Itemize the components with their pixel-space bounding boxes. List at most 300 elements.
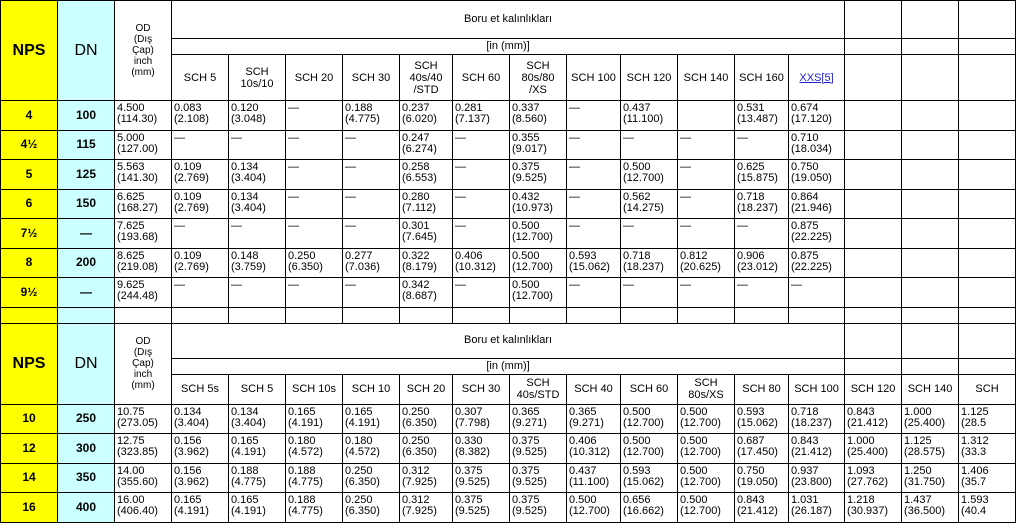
empty-cell [959, 130, 1016, 160]
thickness-value-line: — [231, 131, 242, 144]
thickness-value-line: (8.687) [402, 290, 437, 302]
thickness-cell [621, 189, 678, 219]
schedule-header [343, 55, 400, 101]
thickness-value-line: 0.500 [680, 405, 708, 418]
thickness-value-line: 0.355 [512, 131, 540, 144]
thickness-cell [735, 101, 789, 131]
thickness-value-line: (17.120) [791, 113, 832, 125]
nps-cell: 6 [1, 189, 58, 219]
thickness-value-line: 0.864 [791, 190, 819, 203]
od-value-line: (273.05) [117, 416, 158, 429]
od-header-line: Çap) [132, 45, 154, 56]
thickness-value-line: — [455, 161, 466, 173]
thickness-cell [959, 404, 1016, 434]
schedule-header [453, 55, 510, 101]
od-value-line: 5.000 [117, 131, 145, 144]
thickness-cell [789, 160, 845, 190]
thickness-value-line: 0.247 [402, 131, 430, 144]
thickness-cell [172, 219, 229, 249]
thickness-value-line: (3.759) [231, 260, 266, 273]
thickness-value-line: — [569, 220, 580, 232]
thickness-value-line: — [680, 220, 691, 232]
od-value-line: (244.48) [117, 290, 158, 302]
thickness-value-line: (22.225) [791, 231, 832, 243]
thickness-cell [735, 434, 789, 464]
empty-cell [902, 39, 959, 55]
schedule-header [735, 55, 789, 101]
thickness-value-line: 0.500 [623, 161, 651, 173]
thickness-value-line: 0.500 [623, 405, 651, 418]
schedule-header-line: SCH 100 [571, 71, 616, 84]
thickness-cell [343, 248, 400, 278]
thickness-value-line: (12.700) [512, 231, 553, 243]
schedule-header [286, 374, 343, 404]
nps-cell: 16 [1, 493, 58, 523]
thickness-value-line: 0.875 [791, 249, 819, 262]
od-cell [115, 434, 172, 464]
thickness-cell [845, 493, 902, 523]
schedule-header-line: SCH 40 [574, 383, 613, 395]
thickness-value-line: 0.674 [791, 102, 819, 114]
thickness-value-line: — [345, 279, 356, 291]
thickness-cell [621, 278, 678, 308]
thickness-value-line: — [288, 190, 299, 203]
empty-cell [735, 307, 789, 323]
empty-cell [902, 189, 959, 219]
thickness-value-line: 1.000 [904, 405, 932, 418]
empty-cell [229, 307, 286, 323]
schedule-header-line: SCH [694, 377, 718, 389]
thickness-value-line: 0.280 [402, 190, 430, 203]
od-cell [115, 189, 172, 219]
od-value-line: 7.625 [117, 220, 145, 232]
thickness-cell [453, 219, 510, 249]
thickness-value-line: (9.017) [512, 142, 547, 155]
thickness-cell [678, 248, 735, 278]
thickness-value-line: 0.593 [623, 464, 651, 477]
thickness-value-line: (7.036) [345, 260, 380, 273]
thickness-cell [678, 130, 735, 160]
thickness-value-line: (7.925) [402, 505, 437, 517]
od-value-line: 4.500 [117, 102, 145, 114]
xxs-footnote-link[interactable]: XXS[5] [799, 71, 834, 84]
table-row [1, 434, 1016, 464]
thickness-cell [735, 493, 789, 523]
od-cell [115, 404, 172, 434]
section-title: Boru et kalınlıkları [172, 323, 845, 358]
thickness-value-line: (12.700) [512, 260, 553, 273]
thickness-cell [343, 463, 400, 493]
thickness-cell [172, 160, 229, 190]
thickness-cell [453, 434, 510, 464]
nps-header: NPS [1, 1, 58, 101]
thickness-value-line: 0.307 [455, 405, 483, 418]
thickness-cell [453, 130, 510, 160]
schedule-header-line: SCH 120 [626, 71, 672, 84]
thickness-value-line: (25.400) [904, 416, 946, 429]
units-label: [in (mm)] [172, 39, 845, 55]
thickness-value-line: (28.575) [904, 446, 946, 458]
nps-cell: 7½ [1, 219, 58, 249]
thickness-cell [621, 219, 678, 249]
thickness-cell [510, 219, 567, 249]
thickness-value-line: 0.165 [231, 494, 259, 506]
thickness-value-line: 0.437 [569, 464, 597, 477]
schedule-header-line: SCH [414, 59, 438, 72]
thickness-value-line: (36.500) [904, 505, 946, 517]
thickness-value-line: 0.718 [791, 405, 819, 418]
thickness-value-line: 0.812 [680, 249, 708, 262]
od-cell [115, 219, 172, 249]
empty-cell [902, 130, 959, 160]
thickness-value-line: — [288, 161, 299, 173]
thickness-value-line: 0.500 [623, 435, 651, 447]
thickness-value-line: (30.937) [847, 505, 889, 517]
od-value-line: 8.625 [117, 249, 145, 262]
thickness-value-line: 0.365 [512, 405, 540, 418]
nps-cell: 9½ [1, 278, 58, 308]
schedule-header-line: 80s/80 [521, 71, 555, 84]
thickness-value-line: (7.137) [455, 113, 490, 125]
dn-cell: 300 [58, 434, 115, 464]
thickness-cell [621, 160, 678, 190]
thickness-value-line: 1.000 [847, 435, 875, 447]
schedule-header [845, 374, 902, 404]
thickness-cell [789, 130, 845, 160]
od-value-line: (355.60) [117, 475, 158, 488]
thickness-cell [678, 189, 735, 219]
thickness-value-line: 0.312 [402, 494, 430, 506]
thickness-cell [400, 101, 453, 131]
thickness-value-line: 0.843 [847, 405, 875, 418]
nps-spacer [1, 307, 58, 323]
thickness-value-line: 0.718 [623, 249, 651, 262]
thickness-value-line: (14.275) [623, 201, 664, 214]
thickness-value-line: 1.437 [904, 494, 932, 506]
thickness-cell [286, 463, 343, 493]
thickness-value-line: 0.406 [455, 249, 483, 262]
thickness-value-line: — [737, 279, 748, 291]
thickness-cell [567, 404, 621, 434]
thickness-cell [400, 189, 453, 219]
empty-cell [400, 307, 453, 323]
empty-cell [343, 307, 400, 323]
thickness-value-line: 0.750 [791, 161, 819, 173]
thickness-value-line: (3.962) [174, 446, 209, 458]
thickness-value-line: 1.593 [961, 494, 989, 506]
thickness-cell [172, 404, 229, 434]
thickness-value-line: — [174, 220, 185, 232]
thickness-cell [453, 160, 510, 190]
od-header-line: OD [135, 336, 151, 347]
thickness-cell [902, 463, 959, 493]
thickness-cell [172, 130, 229, 160]
section-title: Boru et kalınlıkları [172, 1, 845, 39]
empty-cell [115, 307, 172, 323]
schedule-header-line: SCH 160 [739, 71, 784, 84]
thickness-value-line: (9.525) [512, 172, 547, 184]
thickness-value-line: (18.237) [737, 201, 778, 214]
thickness-value-line: (12.700) [680, 446, 721, 458]
thickness-value-line: — [623, 279, 634, 291]
thickness-value-line: (26.187) [791, 505, 832, 517]
od-header [115, 1, 172, 101]
empty-cell [845, 248, 902, 278]
thickness-cell [959, 434, 1016, 464]
empty-cell [845, 358, 902, 374]
thickness-cell [621, 248, 678, 278]
thickness-value-line: 0.375 [512, 464, 540, 477]
thickness-value-line: 0.330 [455, 435, 483, 447]
thickness-value-line: 0.656 [623, 494, 651, 506]
thickness-value-line: (18.034) [791, 142, 832, 155]
thickness-cell [678, 493, 735, 523]
schedule-header-line: /XS [529, 83, 547, 96]
thickness-cell [343, 160, 400, 190]
thickness-cell [286, 278, 343, 308]
thickness-cell [567, 434, 621, 464]
thickness-value-line: 0.165 [174, 494, 202, 506]
thickness-value-line: (40.4 [961, 505, 987, 517]
empty-cell [845, 307, 902, 323]
dn-cell: 350 [58, 463, 115, 493]
thickness-cell [453, 493, 510, 523]
thickness-cell [400, 434, 453, 464]
thickness-value-line: 0.342 [402, 279, 430, 291]
thickness-cell [510, 434, 567, 464]
schedule-header [172, 374, 229, 404]
thickness-value-line: (8.382) [455, 446, 490, 458]
table-row [1, 130, 1016, 160]
od-value-line: 5.563 [117, 161, 145, 173]
thickness-value-line: 0.937 [791, 464, 819, 477]
thickness-value-line: (35.7 [961, 475, 987, 488]
thickness-value-line: — [680, 161, 691, 173]
table-row [1, 160, 1016, 190]
thickness-cell [510, 278, 567, 308]
thickness-cell [343, 130, 400, 160]
thickness-cell [845, 463, 902, 493]
thickness-cell [621, 404, 678, 434]
schedule-header-line: 80s/XS [688, 389, 724, 401]
thickness-cell [229, 404, 286, 434]
thickness-value-line: — [231, 220, 242, 232]
thickness-value-line: (6.350) [345, 475, 380, 488]
thickness-value-line: (16.662) [623, 505, 664, 517]
thickness-value-line: (31.750) [904, 475, 946, 488]
schedule-header-line: SCH 10s [291, 383, 337, 395]
thickness-cell [286, 248, 343, 278]
od-value-line: 9.625 [117, 279, 145, 291]
empty-cell [959, 55, 1016, 101]
thickness-value-line: (21.412) [737, 505, 778, 517]
thickness-cell [621, 101, 678, 131]
empty-cell [510, 307, 567, 323]
thickness-value-line: 1.218 [847, 494, 875, 506]
thickness-value-line: — [455, 131, 466, 144]
thickness-value-line: 0.625 [737, 161, 765, 173]
thickness-value-line: (11.100) [569, 475, 610, 488]
table-row [1, 248, 1016, 278]
thickness-value-line: (6.350) [288, 260, 323, 273]
thickness-value-line: (22.225) [791, 260, 832, 273]
thickness-cell [229, 434, 286, 464]
schedule-header-line: SCH 140 [907, 383, 953, 395]
thickness-value-line: 0.301 [402, 220, 430, 232]
od-cell [115, 493, 172, 523]
thickness-value-line: (10.312) [569, 446, 610, 458]
od-header-line: Çap) [132, 358, 154, 369]
thickness-cell [453, 189, 510, 219]
dn-cell: 150 [58, 189, 115, 219]
thickness-value-line: 0.500 [680, 435, 708, 447]
od-cell [115, 101, 172, 131]
thickness-value-line: — [345, 220, 356, 232]
thickness-value-line: (20.625) [680, 260, 721, 273]
thickness-value-line: 0.500 [680, 464, 708, 477]
dn-cell: 400 [58, 493, 115, 523]
thickness-value-line: — [174, 279, 185, 291]
nps-header: NPS [1, 323, 58, 404]
thickness-cell [286, 189, 343, 219]
empty-cell [845, 219, 902, 249]
thickness-value-line: (12.700) [623, 172, 664, 184]
thickness-value-line: (6.274) [402, 142, 437, 155]
od-value-line: (168.27) [117, 201, 158, 214]
thickness-cell [172, 248, 229, 278]
thickness-cell [453, 101, 510, 131]
empty-cell [959, 189, 1016, 219]
thickness-cell [510, 404, 567, 434]
thickness-value-line: 0.250 [345, 494, 373, 506]
thickness-value-line: (11.100) [623, 113, 664, 125]
thickness-value-line: (7.645) [402, 231, 437, 243]
thickness-value-line: 0.375 [512, 435, 540, 447]
empty-cell [845, 101, 902, 131]
thickness-value-line: (9.525) [455, 505, 490, 517]
thickness-cell [229, 189, 286, 219]
thickness-value-line: 1.406 [961, 464, 989, 477]
schedule-header [286, 55, 343, 101]
thickness-value-line: 0.258 [402, 161, 430, 173]
thickness-value-line: 0.165 [345, 405, 373, 418]
thickness-cell [678, 404, 735, 434]
thickness-value-line: 0.710 [791, 131, 819, 144]
thickness-cell [172, 434, 229, 464]
thickness-value-line: (3.048) [231, 113, 266, 125]
thickness-value-line: (8.179) [402, 260, 437, 273]
schedule-header-line: SCH 60 [461, 71, 501, 84]
thickness-value-line: — [569, 190, 580, 203]
empty-cell [845, 1, 902, 39]
thickness-value-line: — [288, 131, 299, 144]
thickness-value-line: 0.375 [455, 494, 483, 506]
thickness-value-line: 0.500 [569, 494, 597, 506]
thickness-cell [343, 434, 400, 464]
od-cell [115, 130, 172, 160]
empty-cell [845, 278, 902, 308]
thickness-value-line: 0.277 [345, 249, 373, 262]
thickness-value-line: (12.700) [680, 416, 721, 429]
schedule-header [229, 55, 286, 101]
thickness-value-line: — [737, 131, 748, 144]
thickness-value-line: 0.843 [791, 435, 819, 447]
schedule-header-line: SCH 120 [850, 383, 896, 395]
schedule-header-line: SCH 60 [629, 383, 669, 395]
od-value-line: (127.00) [117, 142, 158, 155]
thickness-value-line: (4.775) [288, 505, 323, 517]
empty-cell [621, 307, 678, 323]
empty-cell [902, 160, 959, 190]
empty-cell [902, 101, 959, 131]
thickness-value-line: 0.312 [402, 464, 430, 477]
thickness-value-line: 0.109 [174, 249, 202, 262]
thickness-cell [678, 434, 735, 464]
thickness-value-line: (9.525) [512, 505, 547, 517]
dn-cell: — [58, 219, 115, 249]
thickness-value-line: 0.593 [569, 249, 597, 262]
thickness-value-line: — [288, 102, 299, 114]
empty-cell [789, 307, 845, 323]
thickness-value-line: — [231, 279, 242, 291]
od-cell [115, 248, 172, 278]
thickness-value-line: (4.191) [231, 446, 266, 458]
od-header-line: (Dış [133, 34, 153, 45]
schedule-header-line: 40s/40 [409, 71, 443, 84]
od-header-line: (mm) [131, 67, 155, 78]
thickness-value-line: 0.718 [737, 190, 765, 203]
thickness-value-line: 0.375 [512, 494, 540, 506]
thickness-value-line: 0.500 [512, 279, 540, 291]
thickness-cell [343, 404, 400, 434]
thickness-value-line: (8.560) [512, 113, 547, 125]
thickness-value-line: 0.750 [737, 464, 765, 477]
od-header-line: inch [133, 369, 153, 380]
schedule-header [400, 374, 453, 404]
thickness-value-line: (12.700) [623, 446, 664, 458]
od-value-line: 12.75 [117, 435, 145, 447]
thickness-cell [453, 278, 510, 308]
od-cell [115, 160, 172, 190]
thickness-value-line: 1.093 [847, 464, 875, 477]
od-value-line: 16.00 [117, 494, 145, 506]
thickness-value-line: (12.700) [623, 416, 664, 429]
schedule-header-line: SCH 5 [183, 71, 217, 84]
thickness-cell [789, 493, 845, 523]
schedule-header-line: SCH [526, 59, 550, 72]
thickness-value-line: (18.237) [791, 416, 832, 429]
thickness-cell [172, 101, 229, 131]
thickness-cell [400, 463, 453, 493]
thickness-cell [789, 404, 845, 434]
thickness-value-line: 0.375 [455, 464, 483, 477]
schedule-header [621, 374, 678, 404]
schedule-header-line: SCH 80 [742, 383, 781, 395]
thickness-value-line: 0.165 [231, 435, 259, 447]
thickness-value-line: 0.687 [737, 435, 765, 447]
thickness-cell [510, 463, 567, 493]
thickness-value-line: (28.5 [961, 416, 987, 429]
thickness-value-line: (23.012) [737, 260, 778, 273]
thickness-cell [678, 463, 735, 493]
schedule-header [678, 55, 735, 101]
thickness-cell [567, 463, 621, 493]
thickness-value-line: — [623, 131, 634, 144]
thickness-value-line: (3.404) [231, 201, 266, 214]
thickness-value-line: (19.050) [737, 475, 778, 488]
thickness-cell [845, 434, 902, 464]
thickness-value-line: 0.134 [231, 161, 259, 173]
